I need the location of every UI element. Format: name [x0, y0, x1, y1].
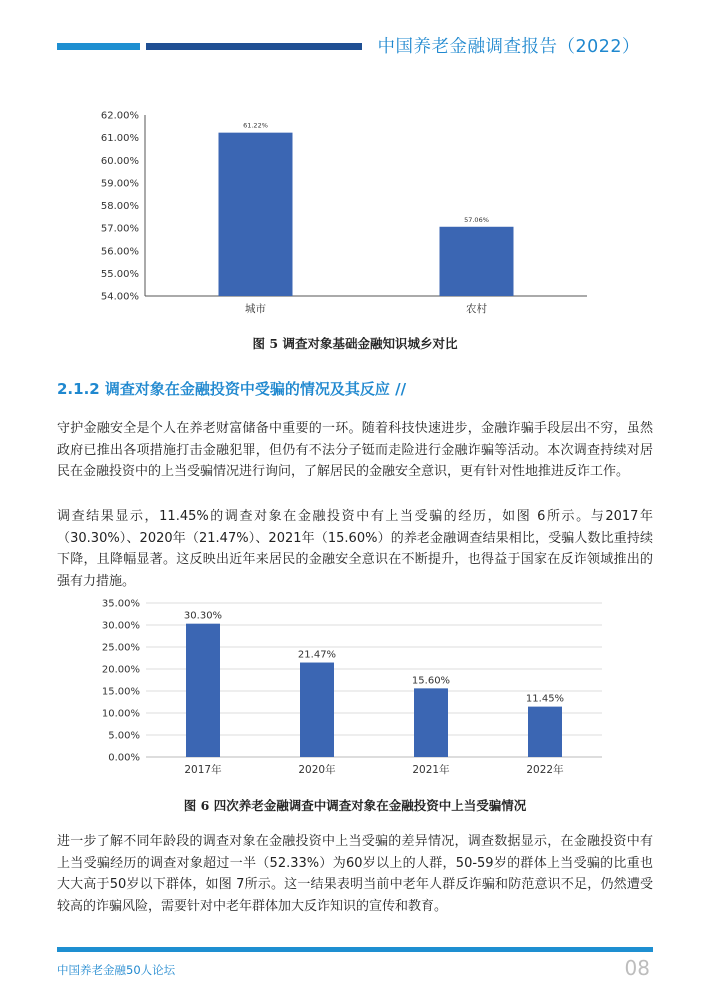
data-label: 30.30% [183, 610, 223, 622]
y-tick-label: 25.00% [101, 642, 140, 654]
header-accent-bar-light [57, 43, 140, 50]
data-label: 21.47% [297, 649, 337, 661]
bar [300, 663, 334, 757]
figure5-chart [0, 105, 710, 335]
y-tick-label: 59.00% [100, 178, 139, 190]
figure5-caption: 图 5 调查对象基础金融知识城乡对比 [252, 336, 458, 351]
footer-forum-name: 中国养老金融50人论坛 [57, 963, 176, 977]
y-tick-label: 56.00% [100, 246, 139, 258]
x-tick-label: 城市 [245, 303, 266, 315]
data-label: 11.45% [525, 693, 565, 705]
x-tick-label: 农村 [466, 303, 487, 315]
y-tick-label: 20.00% [101, 664, 140, 676]
figure6-chart [0, 593, 710, 788]
y-tick-label: 5.00% [108, 730, 140, 742]
data-label: 15.60% [411, 675, 451, 687]
bar [414, 688, 448, 757]
x-tick-label: 2020年 [298, 764, 336, 776]
bar [186, 624, 220, 757]
data-label: 57.06% [464, 215, 489, 224]
y-tick-label: 55.00% [100, 268, 139, 280]
y-tick-label: 0.00% [108, 752, 140, 764]
y-tick-label: 60.00% [100, 155, 139, 167]
y-tick-label: 35.00% [101, 598, 140, 610]
x-tick-label: 2022年 [526, 764, 564, 776]
y-tick-label: 10.00% [101, 708, 140, 720]
y-tick-label: 15.00% [101, 686, 140, 698]
y-tick-label: 61.00% [100, 133, 139, 145]
paragraph-2: 调查结果显示，11.45%的调查对象在金融投资中有上当受骗的经历，如图 6所示。与2017年（30.30%）、2020年（21.47%）、2021年（15.60%）的养老金融调查结果相比，受骗人数比重持续下降，且降幅显著。这反映出近年来居民的金融安全意识在不断提升，也得益于国家在反诈领域推出的强有力措施。 [57, 509, 653, 589]
x-tick-label: 2021年 [412, 764, 450, 776]
y-tick-label: 30.00% [101, 620, 140, 632]
x-tick-label: 2017年 [184, 764, 222, 776]
bar [219, 133, 293, 296]
y-tick-label: 57.00% [100, 223, 139, 235]
y-tick-label: 54.00% [100, 291, 139, 303]
y-tick-label: 58.00% [100, 201, 139, 212]
header-accent-bar-dark [146, 43, 362, 50]
section-title: 2.1.2 调查对象在金融投资中受骗的情况及其反应 // [57, 380, 407, 398]
paragraph-3: 进一步了解不同年龄段的调查对象在金融投资中上当受骗的差异情况，调查数据显示，在金融投资中有上当受骗经历的调查对象超过一半（52.33%）为60岁以上的人群，50-59岁的群体上当受骗的比重也大大高于50岁以下群体，如图 7所示。这一结果表明当前中老年人群反诈骗和防范意识不足，仍然遭受较高的诈骗风险，需要针对中老年群体加大反诈知识的宣传和教育。 [57, 834, 653, 914]
footer-rule [57, 947, 653, 952]
figure6-caption: 图 6 四次养老金融调查中调查对象在金融投资中上当受骗情况 [183, 798, 527, 813]
data-label: 61.22% [243, 121, 268, 130]
bar [528, 707, 562, 757]
page-number: 08 [624, 956, 650, 980]
header-title: 中国养老金融调查报告（2022） [377, 37, 640, 57]
y-tick-label: 62.00% [100, 110, 139, 122]
bar [440, 227, 514, 296]
paragraph-1: 守护金融安全是个人在养老财富储备中重要的一环。随着科技快速进步，金融诈骗手段层出不穷，虽然政府已推出各项措施打击金融犯罪，但仍有不法分子铤而走险进行金融诈骗等活动。本次调查持续对居民在金融投资中的上当受骗情况进行询问，了解居民的金融安全意识，更有针对性地推进反诈工作。 [57, 421, 653, 479]
